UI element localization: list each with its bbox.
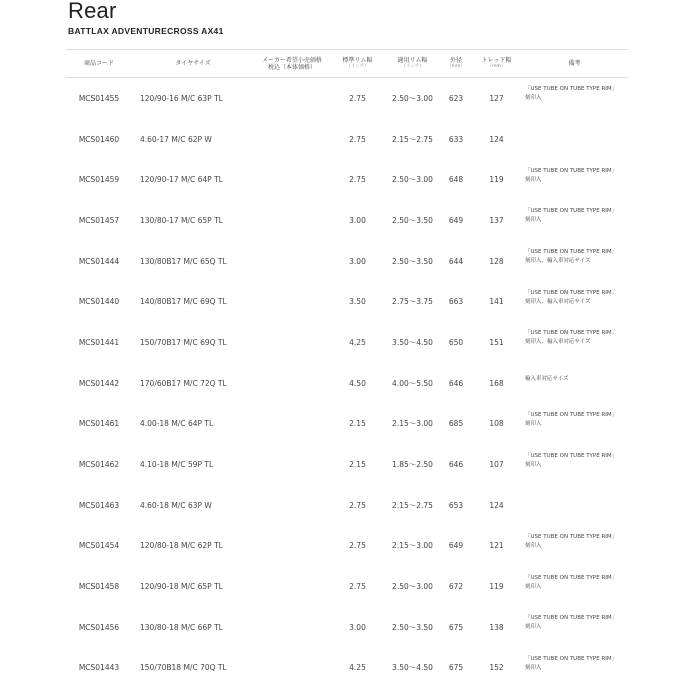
app-rim-cell: 3.50〜4.50 [392,337,433,347]
diameter-cell: 675 [448,663,464,673]
product-code-cell: MCS01458 [78,582,120,592]
tread-cell: 128 [489,256,504,266]
diameter-cell: 648 [448,175,464,185]
note-cell [521,363,628,404]
price-cell [254,241,330,282]
diameter-cell: 649 [448,215,464,225]
app-rim-cell: 2.50〜3.50 [392,256,433,266]
app-rim-cell: 2.50〜3.50 [392,622,433,632]
header-std-rim-label: 標準リム幅 [342,57,373,64]
table-row [66,526,628,567]
tread-cell: 121 [489,541,504,551]
diameter-cell: 623 [448,93,464,103]
price-cell [254,566,330,607]
header-tread-unit: （mm） [487,64,506,69]
product-name: BATTLAX ADVENTURECROSS AX41 [68,26,224,36]
note-cell [521,322,628,363]
app-rim-cell: 2.15〜2.75 [392,500,433,510]
note-cell [521,607,628,648]
std-rim-cell: 4.50 [349,378,366,388]
app-rim-cell: 3.50〜4.50 [392,663,433,673]
app-rim-cell: 2.50〜3.00 [392,93,433,103]
price-cell [254,404,330,445]
tread-cell: 127 [489,93,504,103]
diameter-cell: 644 [448,256,464,266]
tread-cell: 124 [489,134,504,144]
tread-cell: 138 [489,622,504,632]
price-cell [254,78,330,119]
header-tread [472,50,521,78]
header-tread-label: トレッド幅 [481,57,512,64]
price-cell [254,607,330,648]
header-size: タイヤサイズ [132,50,254,78]
note-text: 輸入車対応サイズ [525,375,569,382]
tread-cell: 151 [489,337,504,347]
note-text: 「USE TUBE ON TUBE TYPE RIM」 刻印入 [525,574,618,590]
std-rim-cell: 2.75 [349,175,366,185]
product-code-cell: MCS01454 [78,541,120,551]
tire-size-cell: 140/80B17 M/C 69Q TL [140,297,227,307]
header-std-rim-unit: （インチ） [346,64,369,69]
diameter-cell: 633 [448,134,464,144]
table-body [66,78,628,689]
table-row [66,200,628,241]
price-cell [254,322,330,363]
diameter-cell: 663 [448,297,464,307]
note-text: 「USE TUBE ON TUBE TYPE RIM」 刻印入、輸入車対応サイズ [525,289,618,305]
std-rim-cell: 3.50 [349,297,366,307]
table-header-row [66,50,628,78]
note-cell [521,566,628,607]
tire-size-cell: 4.60-18 M/C 63P W [140,500,212,510]
note-cell [521,648,628,689]
product-code-cell: MCS01462 [78,460,120,470]
note-cell [521,526,628,567]
note-cell [521,78,628,119]
tread-cell: 168 [489,378,504,388]
tire-size-cell: 130/80B17 M/C 65Q TL [140,256,227,266]
note-cell [521,200,628,241]
product-code-cell: MCS01460 [78,134,120,144]
note-text: 「USE TUBE ON TUBE TYPE RIM」 刻印入、輸入車対応サイズ [525,330,618,346]
diameter-cell: 649 [448,541,464,551]
app-rim-cell: 2.50〜3.00 [392,582,433,592]
std-rim-cell: 2.75 [349,134,366,144]
tread-cell: 119 [489,582,504,592]
price-cell [254,648,330,689]
header-app-rim-label: 適用リム幅 [397,57,428,64]
note-text: 「USE TUBE ON TUBE TYPE RIM」 刻印入 [525,208,618,224]
std-rim-cell: 2.15 [349,419,366,429]
product-code-cell: MCS01444 [78,256,120,266]
header-price [254,50,330,78]
header-note: 備考 [521,50,628,78]
header-code: 商品コード [66,50,132,78]
table-row [66,404,628,445]
note-cell [521,404,628,445]
price-cell [254,526,330,567]
price-cell [254,159,330,200]
tire-size-cell: 150/70B17 M/C 69Q TL [140,337,227,347]
std-rim-cell: 4.25 [349,337,366,347]
note-text: 「USE TUBE ON TUBE TYPE RIM」 刻印入、輸入車対応サイズ [525,249,618,265]
header-diameter-label: 外径 [449,57,462,64]
price-cell [254,485,330,526]
table-row [66,119,628,160]
table-row [66,607,628,648]
app-rim-cell: 2.50〜3.00 [392,175,433,185]
table-row [66,485,628,526]
note-cell [521,485,628,526]
table-row [66,159,628,200]
std-rim-cell: 3.00 [349,622,366,632]
diameter-cell: 646 [448,378,464,388]
tread-cell: 137 [489,215,504,225]
header-diameter-unit: （mm） [447,64,465,69]
product-code-cell: MCS01443 [78,663,120,673]
tread-cell: 124 [489,500,504,510]
table-row [66,648,628,689]
product-code-cell: MCS01456 [78,622,120,632]
table-row [66,566,628,607]
price-cell [254,444,330,485]
app-rim-cell: 2.15〜3.00 [392,541,433,551]
table-row [66,363,628,404]
std-rim-cell: 4.25 [349,663,366,673]
tire-size-cell: 4.10-18 M/C 59P TL [140,460,214,470]
std-rim-cell: 3.00 [349,256,366,266]
table-row [66,322,628,363]
note-cell [521,119,628,160]
page-title: Rear [68,0,117,23]
diameter-cell: 646 [448,460,464,470]
std-rim-cell: 2.15 [349,460,366,470]
product-code-cell: MCS01463 [78,500,120,510]
app-rim-cell: 2.75〜3.75 [392,297,433,307]
note-text: 「USE TUBE ON TUBE TYPE RIM」 刻印入 [525,533,618,549]
note-text: 「USE TUBE ON TUBE TYPE RIM」 刻印入 [525,167,618,183]
product-code-cell: MCS01440 [78,297,120,307]
tread-cell: 107 [489,460,504,470]
note-cell [521,159,628,200]
product-code-cell: MCS01461 [78,419,120,429]
tread-cell: 108 [489,419,504,429]
header-diameter [440,50,472,78]
tire-size-cell: 120/90-16 M/C 63P TL [140,93,223,103]
std-rim-cell: 3.00 [349,215,366,225]
note-cell [521,444,628,485]
table-row [66,444,628,485]
tire-size-cell: 150/70B18 M/C 70Q TL [140,663,227,673]
price-cell [254,281,330,322]
note-text: 「USE TUBE ON TUBE TYPE RIM」 刻印入 [525,86,618,102]
std-rim-cell: 2.75 [349,500,366,510]
note-cell [521,281,628,322]
app-rim-cell: 2.15〜3.00 [392,419,433,429]
tire-size-cell: 170/60B17 M/C 72Q TL [140,378,227,388]
tire-size-cell: 120/90-17 M/C 64P TL [140,175,223,185]
tire-spec-table [66,49,628,688]
app-rim-cell: 4.00〜5.50 [392,378,433,388]
diameter-cell: 685 [448,419,464,429]
note-text: 「USE TUBE ON TUBE TYPE RIM」 刻印入 [525,615,618,631]
product-code-cell: MCS01459 [78,175,120,185]
std-rim-cell: 2.75 [349,582,366,592]
diameter-cell: 672 [448,582,464,592]
diameter-cell: 653 [448,500,464,510]
product-code-cell: MCS01457 [78,215,120,225]
table-row [66,78,628,119]
app-rim-cell: 2.50〜3.50 [392,215,433,225]
product-code-cell: MCS01441 [78,337,120,347]
header-std-rim [330,50,385,78]
note-cell [521,241,628,282]
note-text: 「USE TUBE ON TUBE TYPE RIM」 刻印入 [525,452,618,468]
tire-size-cell: 120/90-18 M/C 65P TL [140,582,223,592]
diameter-cell: 650 [448,337,464,347]
price-cell [254,200,330,241]
tire-size-cell: 120/80-18 M/C 62P TL [140,541,223,551]
std-rim-cell: 2.75 [349,541,366,551]
table-row [66,281,628,322]
note-text: 「USE TUBE ON TUBE TYPE RIM」 刻印入 [525,655,618,671]
price-cell [254,119,330,160]
tread-cell: 152 [489,663,504,673]
product-code-cell: MCS01455 [78,93,120,103]
tire-size-cell: 4.60-17 M/C 62P W [140,134,212,144]
product-code-cell: MCS01442 [78,378,120,388]
note-text: 「USE TUBE ON TUBE TYPE RIM」 刻印入 [525,411,618,427]
tread-cell: 119 [489,175,504,185]
header-price-label: メーカー希望小売価格 税込（本体価格） [262,56,322,71]
header-app-rim-unit: （インチ） [401,64,424,69]
price-cell [254,363,330,404]
app-rim-cell: 2.15〜2.75 [392,134,433,144]
table-row [66,241,628,282]
app-rim-cell: 1.85〜2.50 [392,460,433,470]
tread-cell: 141 [489,297,504,307]
tire-size-cell: 4.00-18 M/C 64P TL [140,419,214,429]
diameter-cell: 675 [448,622,464,632]
std-rim-cell: 2.75 [349,93,366,103]
tire-size-cell: 130/80-18 M/C 66P TL [140,622,223,632]
tire-size-cell: 130/80-17 M/C 65P TL [140,215,223,225]
header-app-rim [385,50,440,78]
